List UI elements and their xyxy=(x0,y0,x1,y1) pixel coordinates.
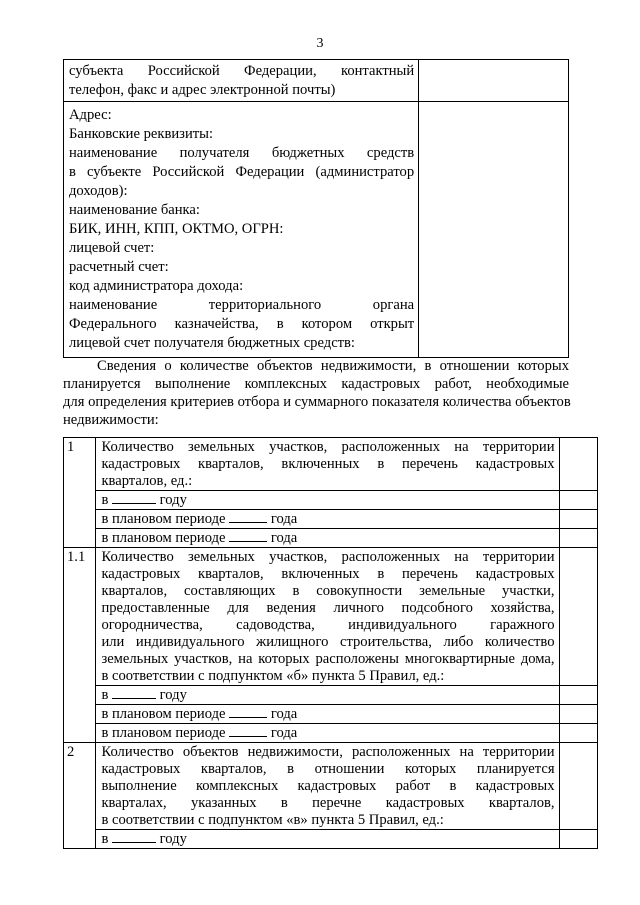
value-cell xyxy=(559,830,597,849)
table-row xyxy=(64,705,598,724)
text-line: лицевой счет получателя бюджетных средств: xyxy=(69,335,355,351)
label-suffix: года xyxy=(270,511,298,527)
text-line: земельных участков, на которых расположены многоквартирные дома, xyxy=(101,651,555,667)
text-line: в соответствии с подпунктом «б» пункта 5 Правил, ед.: xyxy=(101,668,445,684)
plan-period-row xyxy=(96,510,559,529)
label-prefix: в плановом периоде xyxy=(101,530,226,546)
table-row xyxy=(64,60,569,102)
text-line: субъекта Российской Федерации, контактный xyxy=(69,63,415,79)
table-row xyxy=(64,743,598,830)
label-suffix: года xyxy=(270,725,298,741)
blank-line xyxy=(229,724,267,737)
value-cell xyxy=(559,529,597,548)
text-line: планируется выполнение комплексных кадастровых работ, необходимые xyxy=(63,376,569,392)
table-row xyxy=(64,510,598,529)
value-cell xyxy=(559,491,597,510)
blank-line xyxy=(112,686,156,699)
value-cell xyxy=(419,60,569,102)
text-line: телефон, факс и адрес электронной почты) xyxy=(69,82,336,98)
text-line: кадастровых кварталов, в отношении которых планируется xyxy=(101,761,555,777)
text-line: в субъекте Российской Федерации (администратор xyxy=(69,164,415,180)
value-cell xyxy=(419,102,569,358)
value-cell xyxy=(559,724,597,743)
text-line: недвижимости: xyxy=(63,412,159,428)
text-line: кварталах, указанных в перечне кадастровых кварталов, xyxy=(101,795,555,811)
text-line: для определения критериев отбора и суммарного показателя количества объектов xyxy=(63,394,571,410)
text-line: выполнение комплексных кадастровых работ в кадастровых xyxy=(101,778,555,794)
value-cell xyxy=(559,686,597,705)
text-line: код администратора дохода: xyxy=(69,278,244,294)
current-year-row xyxy=(96,830,559,849)
table-row xyxy=(64,529,598,548)
blank-line xyxy=(112,830,156,843)
text-line: Банковские реквизиты: xyxy=(69,126,213,142)
text-line: или индивидуального жилищного строительства, либо количество xyxy=(101,634,555,650)
text-line: кварталов, ед.: xyxy=(101,473,193,489)
row-text xyxy=(64,60,419,102)
table-row xyxy=(64,686,598,705)
text-line: БИК, ИНН, КПП, ОКТМО, ОГРН: xyxy=(69,221,284,237)
value-cell xyxy=(559,705,597,724)
objects-count-table xyxy=(63,437,598,849)
plan-period-row xyxy=(96,724,559,743)
label-prefix: в xyxy=(101,831,109,847)
value-cell xyxy=(559,743,597,830)
blank-line xyxy=(112,491,156,504)
table-row xyxy=(64,491,598,510)
value-cell xyxy=(559,438,597,491)
text-line: Количество земельных участков, расположенных на территории xyxy=(101,549,555,565)
value-cell xyxy=(559,548,597,686)
plan-period-row xyxy=(96,529,559,548)
text-line: расчетный счет: xyxy=(69,259,169,275)
item-text xyxy=(96,743,559,830)
intro-paragraph xyxy=(63,357,569,429)
table-row xyxy=(64,102,569,358)
current-year-row xyxy=(96,686,559,705)
blank-line xyxy=(229,510,267,523)
text-line: наименование получателя бюджетных средств xyxy=(69,145,415,161)
text-line: предоставленные для ведения личного подсобного хозяйства, xyxy=(101,600,555,616)
text-line: кварталов, составляющих в совокупности земельные участки, xyxy=(101,583,555,599)
label-suffix: года xyxy=(270,530,298,546)
item-number: 1 xyxy=(64,438,96,548)
label-prefix: в плановом периоде xyxy=(101,725,226,741)
label-suffix: года xyxy=(270,706,298,722)
text-line: Сведения о количестве объектов недвижимости, в отношении которых xyxy=(97,358,569,374)
text-line: в соответствии с подпунктом «в» пункта 5 Правил, ед.: xyxy=(101,812,444,828)
text-line: огородничества, садоводства, индивидуального гаражного xyxy=(101,617,555,633)
label-suffix: году xyxy=(159,831,187,847)
label-suffix: году xyxy=(159,687,187,703)
page-number: 3 xyxy=(316,36,324,51)
blank-line xyxy=(229,529,267,542)
label-prefix: в плановом периоде xyxy=(101,706,226,722)
value-cell xyxy=(559,510,597,529)
item-text xyxy=(96,438,559,491)
blank-line xyxy=(229,705,267,718)
text-line: кадастровых кварталов, включенных в перечень кадастровых xyxy=(101,456,555,472)
text-line: Количество земельных участков, расположенных на территории xyxy=(101,439,555,455)
item-text xyxy=(96,548,559,686)
table-row xyxy=(64,548,598,686)
text-line: доходов): xyxy=(69,183,128,199)
current-year-row xyxy=(96,491,559,510)
row-text xyxy=(64,102,419,358)
text-line: Федерального казначейства, в котором открыт xyxy=(69,316,415,332)
text-line: Адрес: xyxy=(69,107,112,123)
table-row xyxy=(64,724,598,743)
text-line: наименование банка: xyxy=(69,202,200,218)
text-line: Количество объектов недвижимости, расположенных на территории xyxy=(101,744,555,760)
label-prefix: в xyxy=(101,492,109,508)
text-line: лицевой счет: xyxy=(69,240,155,256)
item-number: 2 xyxy=(64,743,96,849)
text-line: кадастровых кварталов, включенных в перечень кадастровых xyxy=(101,566,555,582)
text-line: наименование территориального органа xyxy=(69,297,415,313)
plan-period-row xyxy=(96,705,559,724)
applicant-details-table xyxy=(63,59,569,358)
item-number: 1.1 xyxy=(64,548,96,743)
label-prefix: в плановом периоде xyxy=(101,511,226,527)
label-prefix: в xyxy=(101,687,109,703)
label-suffix: году xyxy=(159,492,187,508)
table-row xyxy=(64,830,598,849)
table-row xyxy=(64,438,598,491)
